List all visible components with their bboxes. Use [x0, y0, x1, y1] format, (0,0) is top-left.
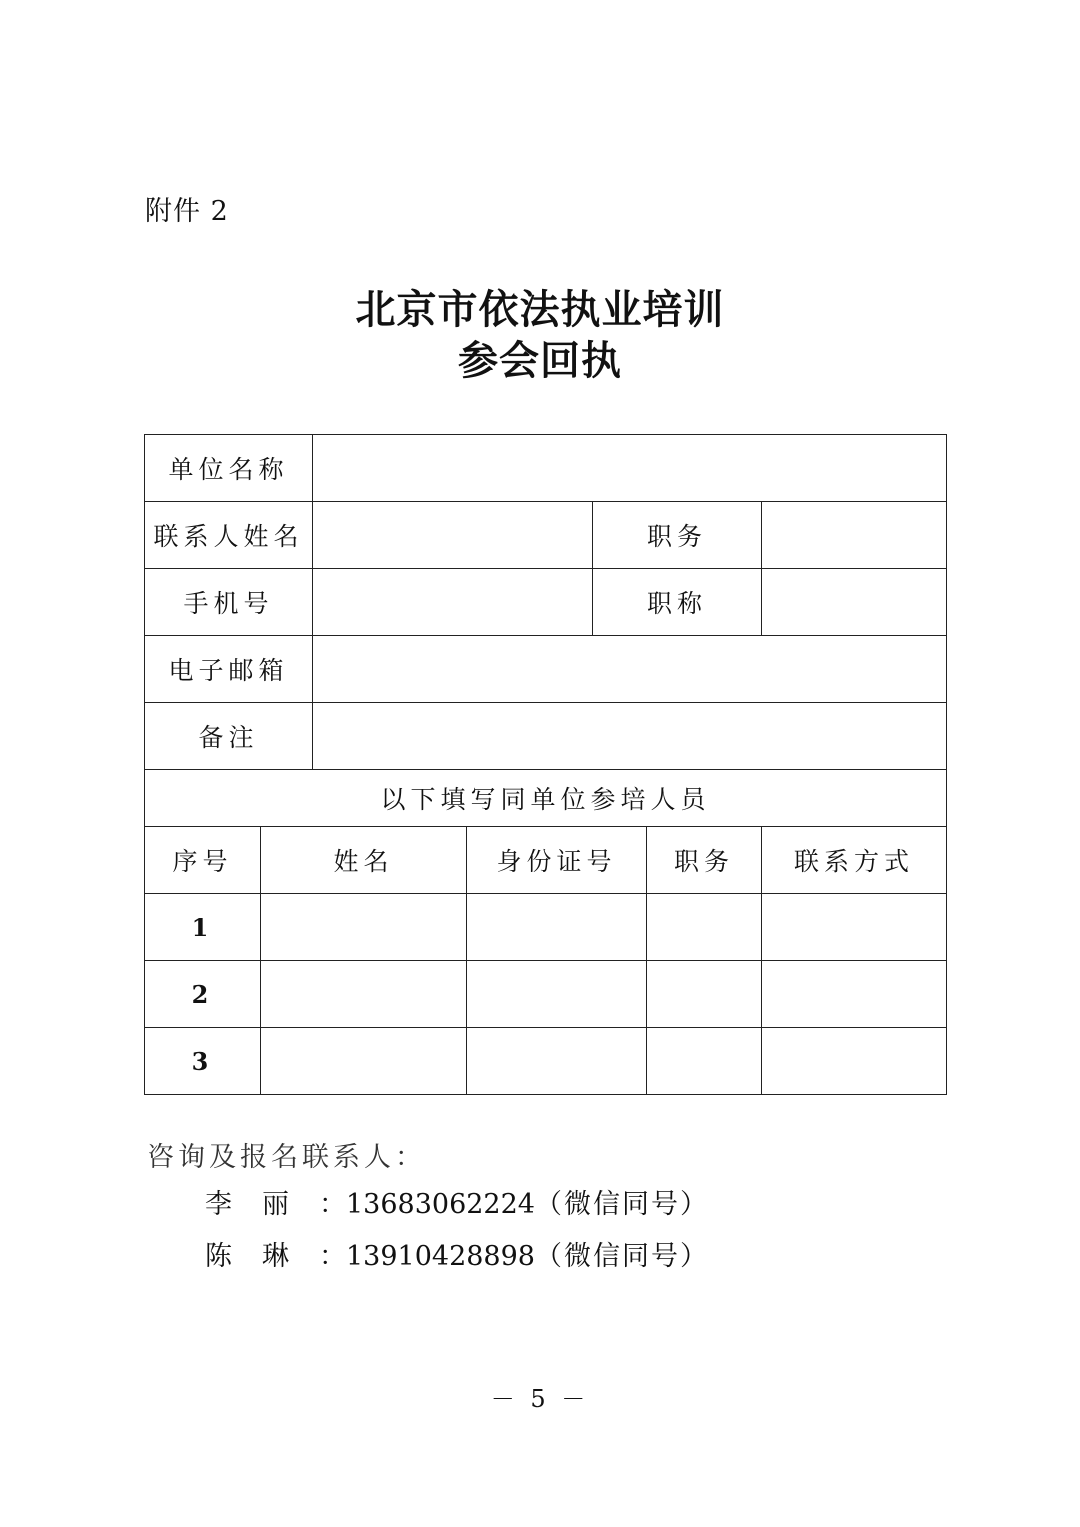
contact-note: （微信同号） [534, 1189, 709, 1220]
attendee-position-field[interactable] [647, 1028, 762, 1095]
professional-title-field[interactable] [762, 569, 947, 636]
contact-person [205, 1237, 709, 1277]
column-header-contact: 联系方式 [762, 827, 947, 894]
position-label: 职务 [593, 502, 762, 569]
section-header: 以下填写同单位参培人员 [145, 770, 947, 827]
table-row [145, 1028, 947, 1095]
remarks-field[interactable] [313, 703, 947, 770]
unit-name-label: 单位名称 [145, 435, 313, 502]
table-row [145, 703, 947, 770]
contact-separator: ： [319, 1189, 346, 1220]
mobile-field[interactable] [313, 569, 593, 636]
page-title: 北京市依法执业培训 [355, 287, 725, 333]
column-header-id-number: 身份证号 [467, 827, 647, 894]
contact-phone: 13683062224 [346, 1189, 535, 1220]
attendee-name-field[interactable] [261, 894, 467, 961]
contact-person-name: 李丽 [205, 1189, 319, 1220]
attendee-contact-field[interactable] [762, 961, 947, 1028]
attendee-position-field[interactable] [647, 894, 762, 961]
attendee-position-field[interactable] [647, 961, 762, 1028]
attendee-contact-field[interactable] [762, 894, 947, 961]
contact-name-field[interactable] [313, 502, 593, 569]
attachment-label: 附件 2 [145, 196, 229, 227]
table-row [145, 636, 947, 703]
page-subtitle: 参会回执 [458, 338, 622, 384]
email-field[interactable] [313, 636, 947, 703]
attendee-name-field[interactable] [261, 961, 467, 1028]
table-row [145, 961, 947, 1028]
contact-separator: ： [319, 1241, 346, 1272]
table-row [145, 894, 947, 961]
remarks-label: 备注 [145, 703, 313, 770]
contact-person-name: 陈琳 [205, 1241, 319, 1272]
email-label: 电子邮箱 [145, 636, 313, 703]
contact-phone: 13910428898 [346, 1241, 535, 1272]
registration-form-table [144, 434, 947, 1095]
attendee-id-field[interactable] [467, 894, 647, 961]
row-number: 3 [145, 1028, 261, 1095]
table-row [145, 502, 947, 569]
row-number: 1 [145, 894, 261, 961]
professional-title-label: 职称 [593, 569, 762, 636]
table-row [145, 435, 947, 502]
contact-label: 咨询及报名联系人： [147, 1142, 426, 1173]
contact-name-label: 联系人姓名 [145, 502, 313, 569]
row-number: 2 [145, 961, 261, 1028]
position-field[interactable] [762, 502, 947, 569]
unit-name-field[interactable] [313, 435, 947, 502]
column-header-name: 姓名 [261, 827, 467, 894]
attendee-id-field[interactable] [467, 961, 647, 1028]
mobile-label: 手机号 [145, 569, 313, 636]
attendee-name-field[interactable] [261, 1028, 467, 1095]
column-header-seq: 序号 [145, 827, 261, 894]
attendee-id-field[interactable] [467, 1028, 647, 1095]
table-row [145, 770, 947, 827]
attendee-contact-field[interactable] [762, 1028, 947, 1095]
page-number: － 5 － [490, 1385, 590, 1413]
table-row [145, 569, 947, 636]
column-header-position: 职务 [647, 827, 762, 894]
table-header-row [145, 827, 947, 894]
contact-person [205, 1185, 709, 1225]
contact-note: （微信同号） [534, 1241, 709, 1272]
